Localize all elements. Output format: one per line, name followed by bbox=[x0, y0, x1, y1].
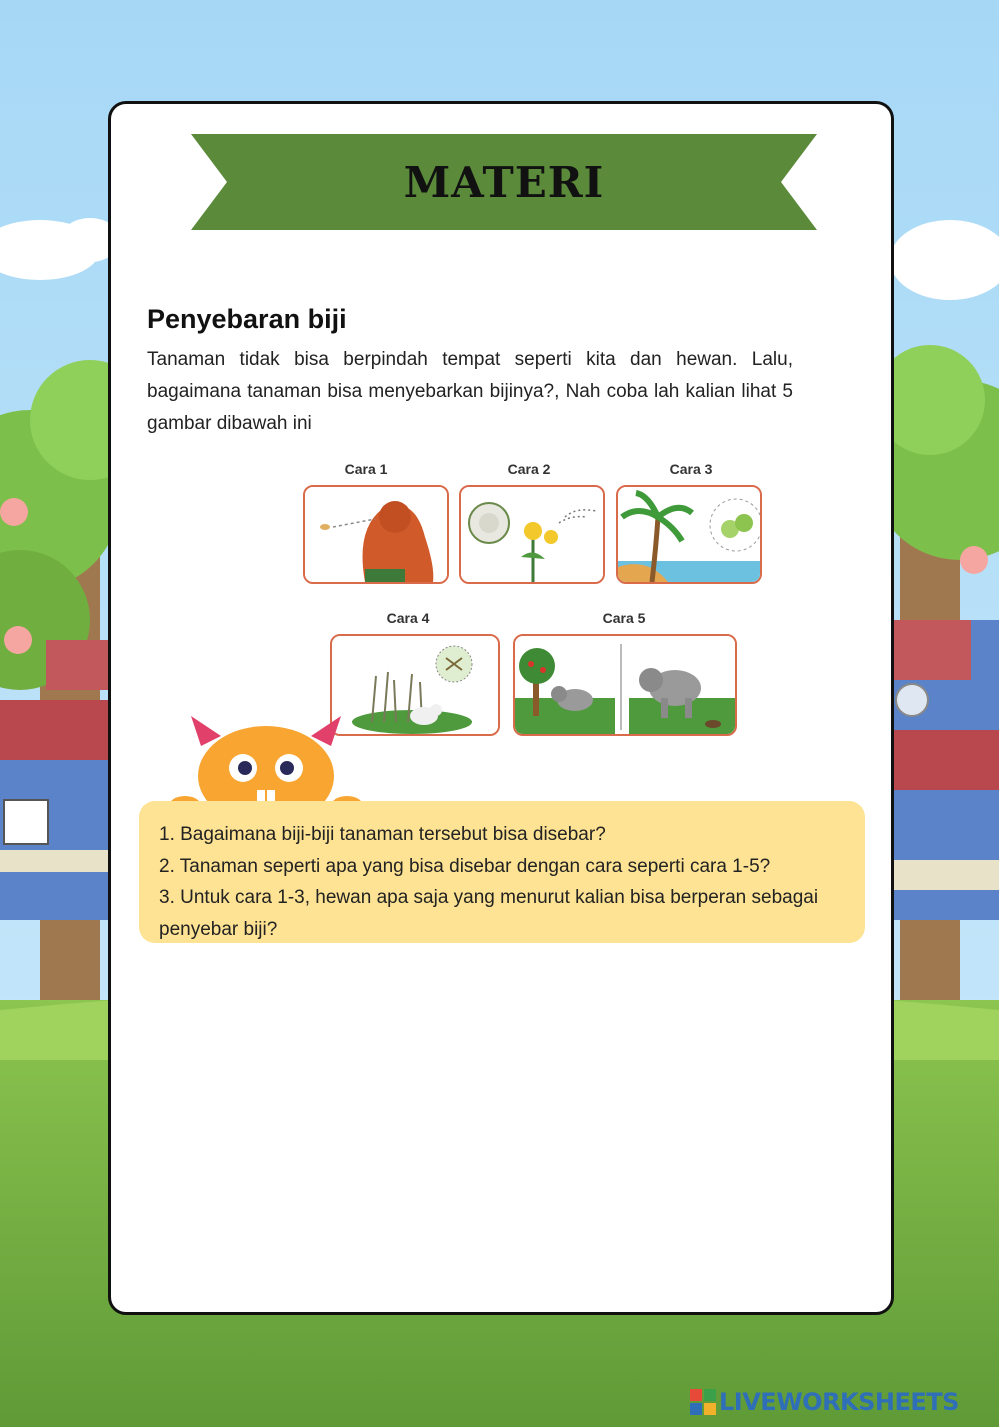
orangutan-spitting-seed-icon bbox=[305, 487, 447, 582]
elephant-tree-icon bbox=[515, 636, 735, 734]
intro-paragraph: Tanaman tidak bisa berpindah tempat seperti kita dan hewan. Lalu, bagaimana tanaman bisa menyebarkan bijinya?, Nah coba lah kalian lihat 5 gambar dibawah ini bbox=[147, 349, 793, 434]
coconut-water-icon bbox=[618, 487, 760, 582]
materi-card bbox=[108, 101, 894, 1315]
cara-4-label: Cara 4 bbox=[386, 610, 430, 626]
section-heading: Penyebaran biji bbox=[147, 304, 347, 334]
house-right-icon bbox=[891, 620, 999, 920]
page-title: MATERI bbox=[403, 157, 605, 207]
question-1: 1. Bagaimana biji-biji tanaman tersebut bisa disebar? bbox=[159, 824, 606, 845]
liveworksheets-watermark[interactable] bbox=[690, 1386, 959, 1418]
liveworksheets-logo-icon bbox=[690, 1389, 716, 1415]
cara-1-label: Cara 1 bbox=[344, 461, 388, 477]
monster-mascot-icon bbox=[171, 706, 361, 816]
question-3: 3. Untuk cara 1-3, hewan apa saja yang menurut kalian bisa berperan sebagai penyebar biji? bbox=[159, 887, 819, 940]
watermark-text: LIVEWORKSHEETS bbox=[719, 1388, 959, 1416]
cara-1-picture bbox=[303, 485, 449, 584]
dandelion-wind-icon bbox=[461, 487, 603, 582]
question-box bbox=[139, 801, 865, 943]
cara-2-label: Cara 2 bbox=[507, 461, 551, 477]
cara-2-picture bbox=[459, 485, 605, 584]
question-list bbox=[159, 819, 863, 945]
cara-3-picture bbox=[616, 485, 762, 584]
cara-5-label: Cara 5 bbox=[602, 610, 646, 626]
cara-3-label: Cara 3 bbox=[669, 461, 713, 477]
cara-5-picture bbox=[513, 634, 737, 736]
question-2: 2. Tanaman seperti apa yang bisa disebar dengan cara seperti cara 1-5? bbox=[159, 855, 771, 877]
